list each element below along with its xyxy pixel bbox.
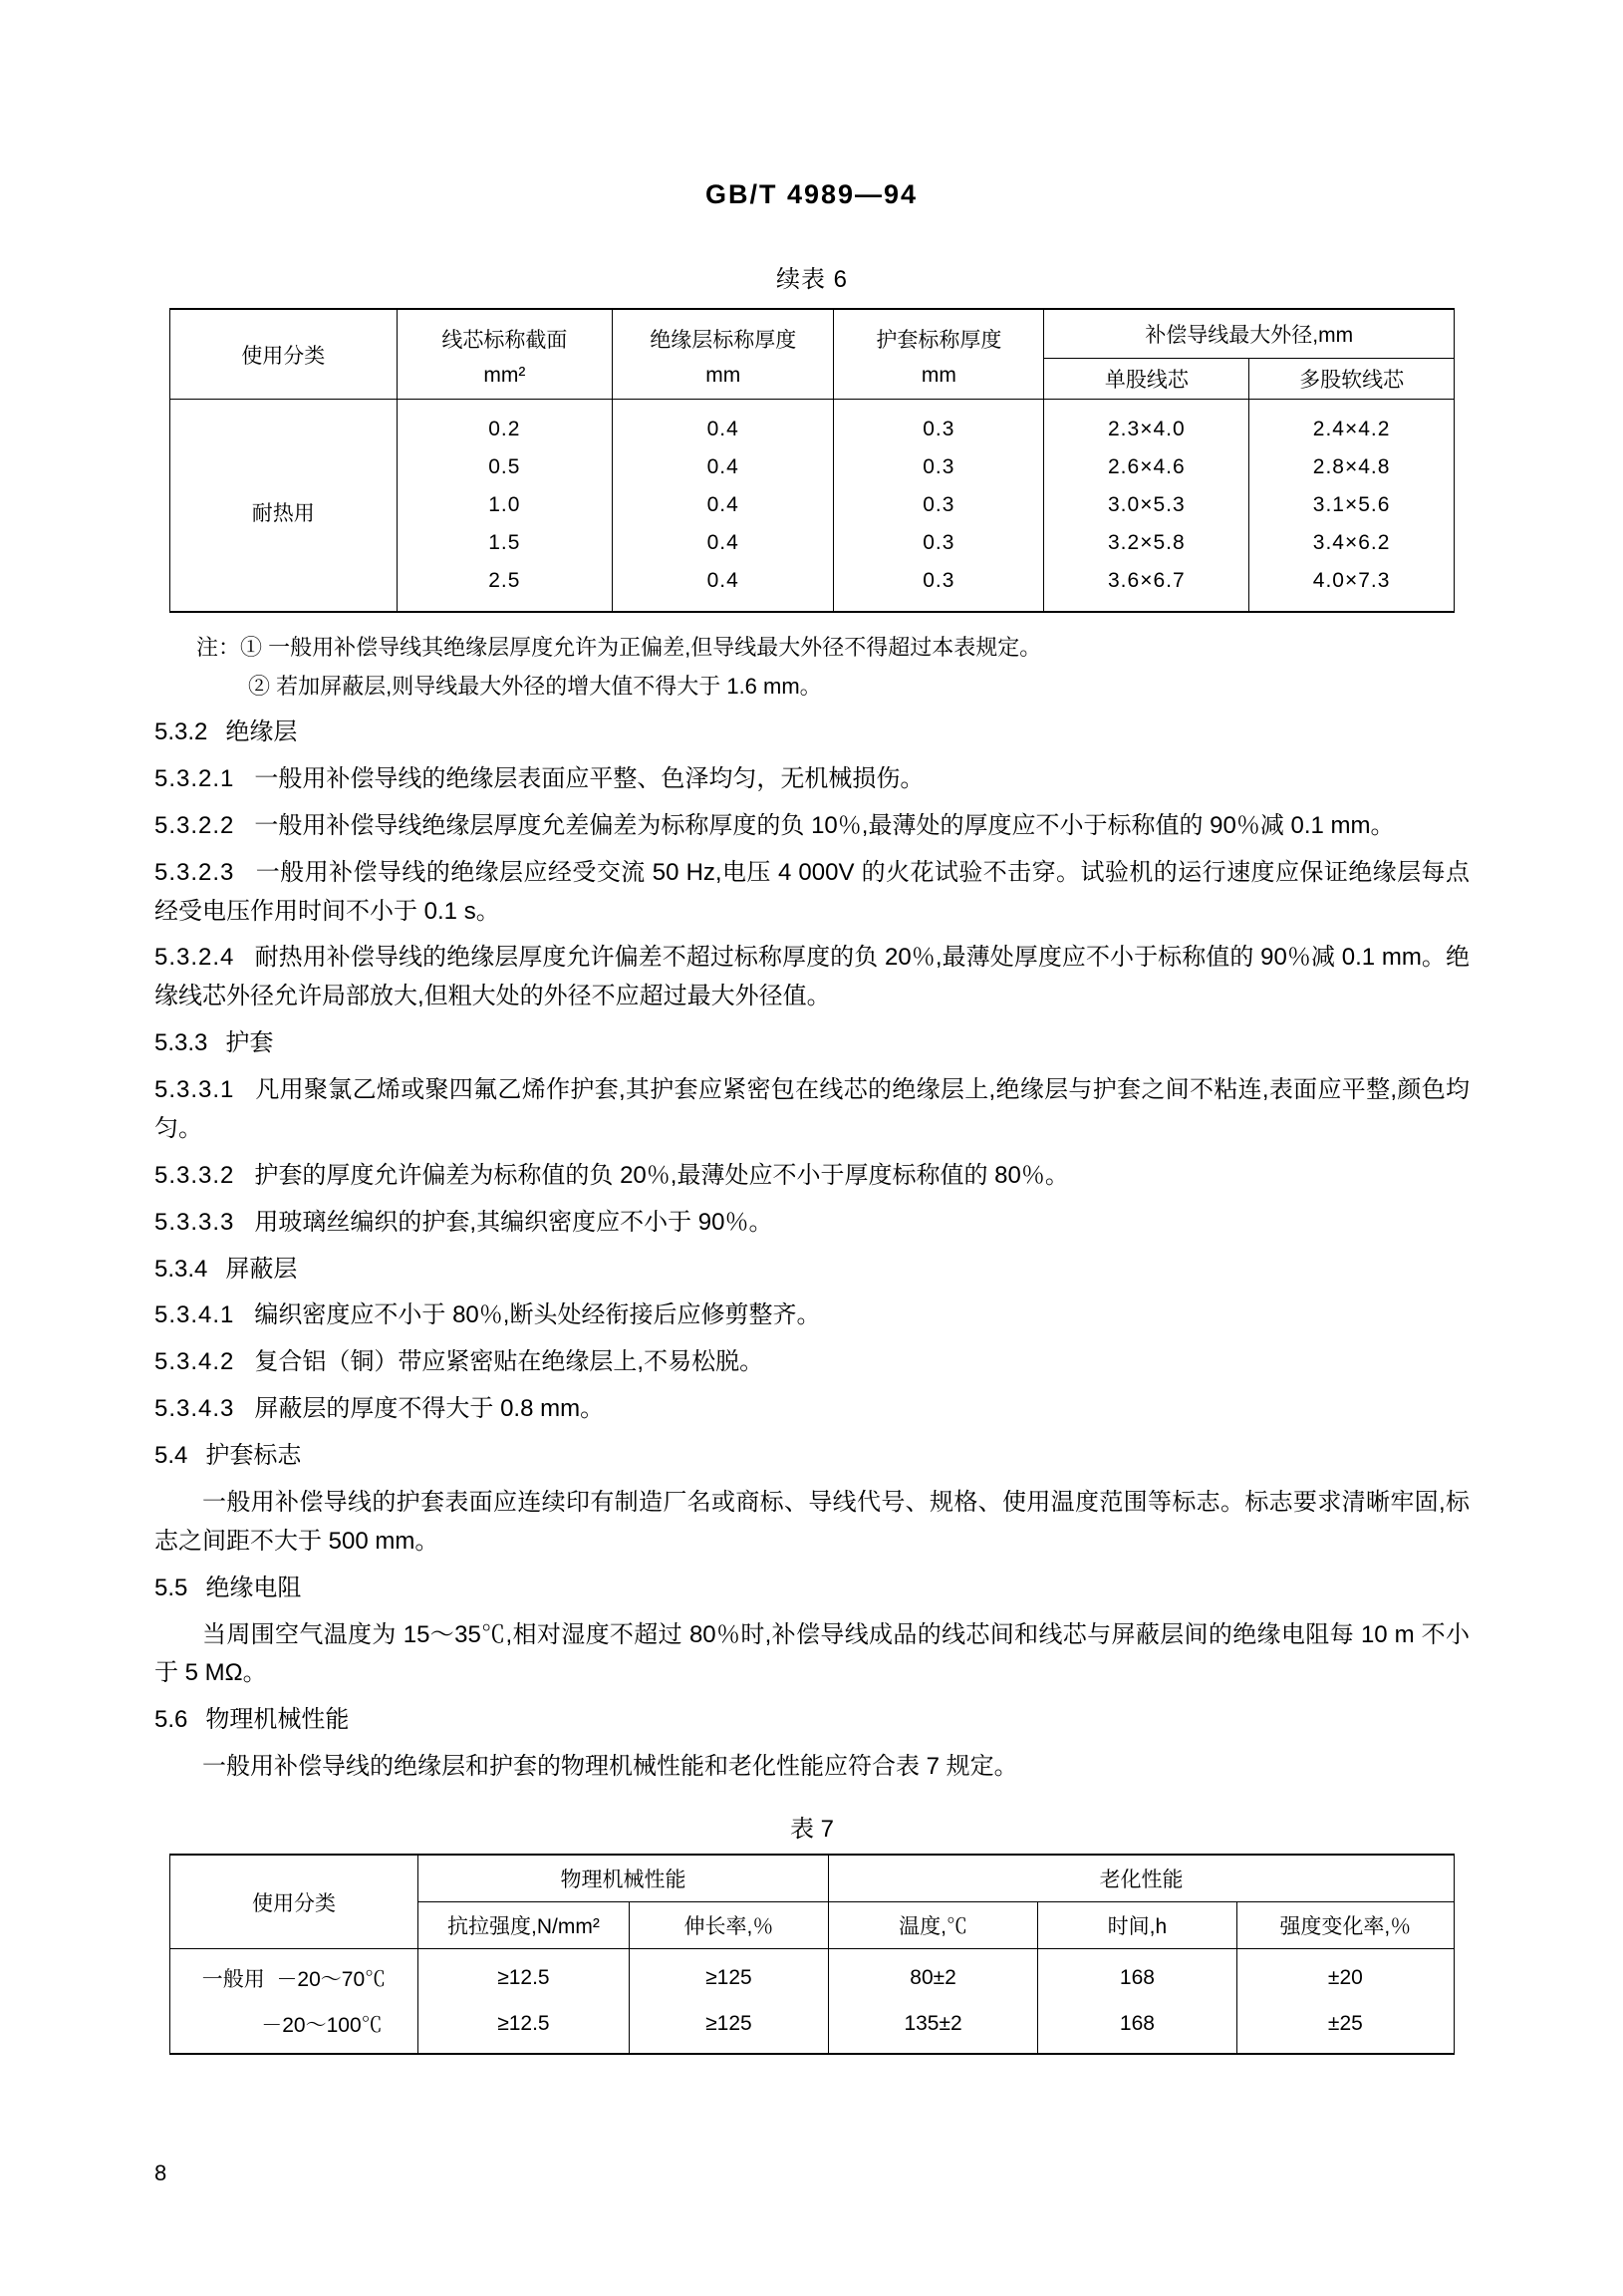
clause-5-3-4-3-number: 5.3.4.3 [154, 1395, 235, 1423]
table6-cell-section: 2.5 [397, 562, 613, 612]
clause-5-3-2-2-number: 5.3.2.2 [154, 811, 235, 839]
clause-5-3-2-1-number: 5.3.2.1 [154, 764, 235, 792]
table6-header-row-1 [170, 309, 1455, 359]
table7-cell-tensile: ≥12.5 [417, 1949, 629, 2002]
clause-5-3-2-3-number: 5.3.2.3 [154, 858, 235, 886]
clause-5-3-4-1 [154, 1296, 1470, 1335]
table7-cell-change: ±20 [1236, 1949, 1454, 2002]
clause-5-3-2-1-text: 一般用补偿导线的绝缘层表面应平整、色泽均匀，无机械损伤。 [254, 764, 925, 792]
clause-5-3-2-3-text: 一般用补偿导线的绝缘层应经受交流 50 Hz,电压 4 000V 的火花试验不击穿。试验机的运行速度应保证绝缘层每点经受电压作用时间不小于 0.1 s。 [154, 858, 1470, 925]
table7-header-strength-change: 强度变化率,％ [1236, 1902, 1454, 1949]
clause-5-3-4-2 [154, 1343, 1470, 1382]
table6-header-usage: 使用分类 [170, 309, 398, 400]
clause-5-3-4-1-number: 5.3.4.1 [154, 1301, 235, 1329]
table6-cell-multi: 3.1×5.6 [1249, 486, 1455, 524]
table6-cell-insulation: 0.4 [613, 524, 834, 562]
table6-cell-sheath: 0.3 [834, 486, 1044, 524]
clause-5-3-4-title: 屏蔽层 [225, 1255, 298, 1283]
table7-header-usage: 使用分类 [170, 1855, 418, 1949]
clause-5-3-3-1-text: 凡用聚氯乙烯或聚四氟乙烯作护套,其护套应紧密包在线芯的绝缘层上,绝缘层与护套之间不粘连,表面应平整,颜色均匀。 [154, 1076, 1470, 1142]
clause-5-3-2-4 [154, 939, 1470, 1016]
table6-cell-sheath: 0.3 [834, 562, 1044, 612]
table7-cell-elongation: ≥125 [629, 2001, 828, 2054]
table6-cell-insulation: 0.4 [613, 400, 834, 449]
table6-cell-insulation: 0.4 [613, 562, 834, 612]
clause-5-3-2-title: 绝缘层 [225, 718, 298, 745]
clause-5-3-3-2-text: 护套的厚度允许偏差为标称值的负 20％,最薄处应不小于厚度标称值的 80％。 [254, 1161, 1069, 1189]
table7-category: 一般用 [201, 1968, 265, 1991]
table6-category: 耐热用 [170, 400, 398, 613]
table7-cell-temperature: 135±2 [828, 2001, 1037, 2054]
table6-cell-single: 3.0×5.3 [1044, 486, 1249, 524]
table6-header-multi-core: 多股软线芯 [1249, 359, 1455, 400]
table7-range: －20～70℃ [276, 1968, 387, 1991]
table-row [170, 400, 1455, 449]
table7-cell-usage [170, 1949, 418, 2002]
table7-cell-temperature: 80±2 [828, 1949, 1037, 2002]
table6-cell-multi: 3.4×6.2 [1249, 524, 1455, 562]
clause-5-6-body: 一般用补偿导线的绝缘层和护套的物理机械性能和老化性能应符合表 7 规定。 [202, 1753, 1018, 1781]
table7-header-time: 时间,h [1038, 1902, 1237, 1949]
table6-header-core-section: 线芯标称截面 [397, 309, 613, 359]
table7-header-elongation: 伸长率,％ [629, 1902, 828, 1949]
table6-cell-sheath: 0.3 [834, 524, 1044, 562]
clause-5-3-2-4-text: 耐热用补偿导线的绝缘层厚度允许偏差不超过标称厚度的负 20％,最薄处厚度应不小于标称值的 90％减 0.1 mm。绝缘线芯外径允许局部放大,但粗大处的外径不应超过最大外径值。 [154, 944, 1470, 1010]
clause-5-3-2-number: 5.3.2 [154, 718, 208, 745]
clause-5-5-body: 当周围空气温度为 15～35℃,相对湿度不超过 80％时,补偿导线成品的线芯间和线芯与屏蔽层间的绝缘电阻每 10 m 不小于 5 MΩ。 [154, 1620, 1470, 1687]
table6-cell-section: 1.0 [397, 486, 613, 524]
table6-cell-single: 2.3×4.0 [1044, 400, 1249, 449]
page-header: GB/T 4989—94 [704, 179, 919, 209]
clause-5-3-4-number: 5.3.4 [154, 1255, 208, 1283]
clause-5-3-2-3 [154, 854, 1470, 932]
table7-header-temperature: 温度,℃ [828, 1902, 1037, 1949]
table7-cell-time: 168 [1038, 2001, 1237, 2054]
clause-5-3-2-2-text: 一般用补偿导线绝缘层厚度允差偏差为标称厚度的负 10％,最薄处的厚度应不小于标称值的 90％减 0.1 mm。 [254, 811, 1395, 839]
table7-cell-usage [170, 2001, 418, 2054]
table6-header-insulation-unit: mm [613, 359, 834, 400]
clause-5-6-number: 5.6 [154, 1706, 188, 1734]
table6-cell-single: 2.6×4.6 [1044, 448, 1249, 486]
clause-5-3-4-2-text: 复合铝（铜）带应紧密贴在绝缘层上,不易松脱。 [254, 1348, 764, 1376]
clause-5-3-2-4-number: 5.3.2.4 [154, 944, 235, 972]
clause-5-5-title: 绝缘电阻 [205, 1574, 302, 1601]
table6-header-core-section-unit: mm² [397, 359, 613, 400]
table6-cell-single: 3.6×6.7 [1044, 562, 1249, 612]
table6-note-1: 注：① 一般用补偿导线其绝缘层厚度允许为正偏差,但导线最大外径不得超过本表规定。 [196, 635, 1042, 660]
clause-5-3-4-3-text: 屏蔽层的厚度不得大于 0.8 mm。 [254, 1395, 605, 1423]
clause-5-3-3-3 [154, 1204, 1470, 1243]
table-row [170, 2001, 1455, 2054]
clause-5-3-2-1 [154, 760, 1470, 799]
table7-block [154, 1809, 1470, 2055]
table7-cell-change: ±25 [1236, 2001, 1454, 2054]
table7-cell-time: 168 [1038, 1949, 1237, 2002]
clause-5-6 [154, 1701, 1470, 1740]
table7-header-row-1 [170, 1855, 1455, 1902]
clause-5-3-3-2 [154, 1157, 1470, 1196]
clause-5-4 [154, 1437, 1470, 1476]
clause-5-3-4-1-text: 编织密度应不小于 80％,断头处经衔接后应修剪整齐。 [254, 1301, 821, 1329]
clause-5-3-4-3 [154, 1390, 1470, 1429]
table6-cell-multi: 2.8×4.8 [1249, 448, 1455, 486]
table6-header-sheath-unit: mm [834, 359, 1044, 400]
table6-header-single-core: 单股线芯 [1044, 359, 1249, 400]
table6-cell-sheath: 0.3 [834, 448, 1044, 486]
clause-5-3-4 [154, 1251, 1470, 1290]
clause-5-4-title: 护套标志 [205, 1442, 302, 1469]
page-content [154, 259, 1470, 2055]
table7-cell-tensile: ≥12.5 [417, 2001, 629, 2054]
table7 [169, 1854, 1455, 2055]
table7-range: －20～100℃ [261, 2014, 383, 2037]
table6-header-sheath: 护套标称厚度 [834, 309, 1044, 359]
clause-5-5 [154, 1570, 1470, 1608]
clause-5-3-3-1-number: 5.3.3.1 [154, 1076, 235, 1103]
table6-cell-insulation: 0.4 [613, 486, 834, 524]
clause-5-3-3-title: 护套 [225, 1029, 274, 1057]
clause-5-3-3-1 [154, 1071, 1470, 1149]
table7-header-aging: 老化性能 [828, 1855, 1454, 1902]
table6-caption: 续表 6 [775, 266, 848, 293]
table6-cell-multi: 2.4×4.2 [1249, 400, 1455, 449]
page-number: 8 [154, 2160, 167, 2185]
table6-notes [154, 629, 1470, 706]
clause-5-3-3-3-number: 5.3.3.3 [154, 1208, 235, 1236]
clause-5-4-body: 一般用补偿导线的护套表面应连续印有制造厂名或商标、导线代号、规格、使用温度范围等标志。标志要求清晰牢固,标志之间距不大于 500 mm。 [154, 1488, 1470, 1555]
table6-cell-single: 3.2×5.8 [1044, 524, 1249, 562]
table6-cell-insulation: 0.4 [613, 448, 834, 486]
table-row [170, 1949, 1455, 2002]
table6-header-max-od: 补偿导线最大外径,mm [1044, 309, 1455, 359]
table7-cell-elongation: ≥125 [629, 1949, 828, 2002]
table6-cell-section: 1.5 [397, 524, 613, 562]
clause-5-4-number: 5.4 [154, 1442, 188, 1469]
table7-caption: 表 7 [789, 1816, 834, 1843]
table7-header-tensile: 抗拉强度,N/mm² [417, 1902, 629, 1949]
clause-5-3-3 [154, 1024, 1470, 1063]
table6-cell-multi: 4.0×7.3 [1249, 562, 1455, 612]
clause-5-3-2-2 [154, 807, 1470, 846]
clause-5-6-title: 物理机械性能 [205, 1706, 350, 1734]
table6-cell-sheath: 0.3 [834, 400, 1044, 449]
clause-5-3-3-number: 5.3.3 [154, 1029, 208, 1057]
clause-5-3-3-2-number: 5.3.3.2 [154, 1161, 235, 1189]
table6-note-2: ② 若加屏蔽层,则导线最大外径的增大值不得大于 1.6 mm。 [248, 673, 822, 699]
clause-5-5-number: 5.5 [154, 1574, 188, 1601]
table6-cell-section: 0.5 [397, 448, 613, 486]
table6 [169, 308, 1455, 613]
table7-header-mech: 物理机械性能 [417, 1855, 828, 1902]
table6-cell-section: 0.2 [397, 400, 613, 449]
clause-5-3-3-3-text: 用玻璃丝编织的护套,其编织密度应不小于 90％。 [254, 1208, 773, 1236]
clause-5-3-2 [154, 714, 1470, 752]
clause-5-3-4-2-number: 5.3.4.2 [154, 1348, 235, 1376]
table6-header-insulation: 绝缘层标称厚度 [613, 309, 834, 359]
